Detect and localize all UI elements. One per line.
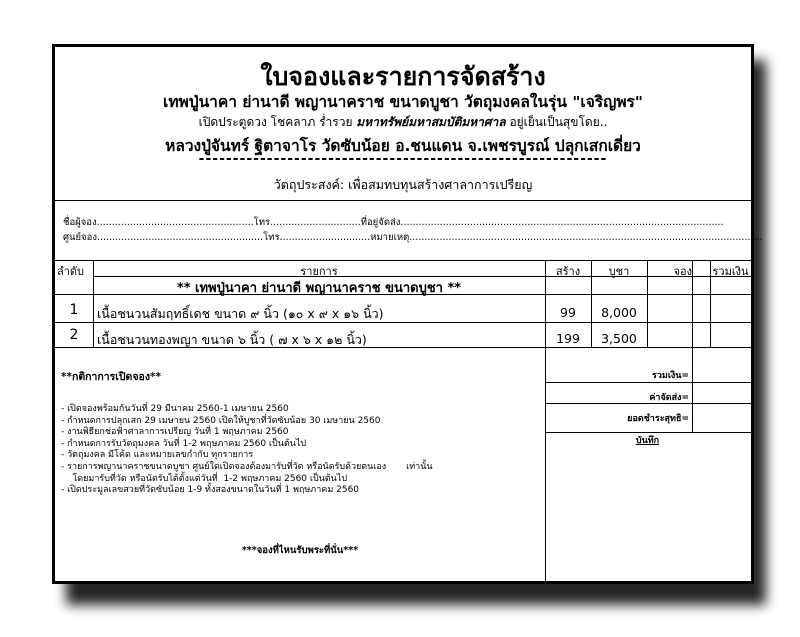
header-no: ลำดับ — [57, 265, 85, 278]
row-2-made: 199 — [556, 331, 580, 346]
form-monk-line: หลวงปู่จันทร์ ฐิตาจาโร วัดซับน้อย อ.ชนแดน จ.เพชรบูรณ์ ปลุกเสกเดี่ยว — [165, 137, 641, 155]
blessing-prefix: เปิดประตูดวง โชคลาภ ร่ำรวย — [198, 115, 357, 129]
blessing-italic: มหาทรัพย์มหาสมบัติมหาศาล — [356, 115, 506, 129]
header-made: สร้าง — [555, 265, 581, 278]
rule-item: - วัตถุมงคล มีโค้ด และหมายเลขกำกับ ทุกรายการ — [61, 450, 254, 461]
row-1-no: 1 — [69, 302, 79, 318]
rule-item: โดยมารับที่วัด หรือนัดรับได้ตั้งแต่วันที่ 1-2 พฤษภาคม 2560 เป็นต้นไป — [61, 473, 348, 484]
form-title: ใบจองและรายการจัดสร้าง — [260, 62, 546, 91]
rules-footer: ***จองที่ไหนรับพระที่นั่น*** — [241, 545, 359, 556]
row-2-no: 2 — [69, 327, 79, 343]
table-line — [545, 382, 751, 383]
blessing-suffix: อยู่เย็นเป็นสุขโดย.. — [505, 115, 608, 129]
row-2-price: 3,500 — [601, 331, 637, 346]
rule-item: - กำหนดการปลุกเสก 29 เมษายน 2560 เปิดให้บูชาที่วัดซับน้อย 30 เมษายน 2560 — [61, 415, 381, 426]
center-field-row: ศูนย์จอง.......................................................โทร..............................หมายเหตุ..................................................................................................................... — [63, 232, 763, 243]
row-1-made: 99 — [560, 305, 576, 320]
row-2-item: เนื้อชนวนทองพญา ขนาด ๖ นิ้ว ( ๗ x ๖ x ๑๒ นิ้ว) — [97, 332, 367, 347]
booker-field-row: ชื่อผู้จอง....................................................โทร..............................ที่อยู่จัดส่ง........................................................................................................... — [63, 217, 724, 228]
summary-shipping: ค่าจัดส่ง= — [649, 393, 689, 403]
rule-item: - รายการพญานาคราชขนาดบูชา ศูนย์ใดเปิดจองต้องมารับที่วัด หรือนัดรับด้วยตนเอง เท่านั้น — [61, 461, 433, 472]
rule-item: - เปิดประมูลเลขสวยที่วัดซับน้อย 1-9 ทั้งสองขนาดในวันที่ 1 พฤษภาคม 2560 — [61, 485, 360, 496]
header-booked: จอง — [673, 265, 692, 278]
summary-total: รวมเงิน= — [652, 371, 689, 381]
form-subtitle: เทพปู่นาคา ย่านาดี พญานาคราช ขนาดบูชา วัตถุมงคลในรุ่น "เจริญพร" — [163, 93, 643, 111]
header-price: บูชา — [608, 265, 630, 278]
rule-item: - กำหนดการรับวัตถุมงคล วันที่ 1-2 พฤษภาคม 2560 เป็นต้นไป — [61, 438, 307, 449]
summary-note: บันทึก — [635, 436, 660, 446]
table-vline — [692, 260, 693, 432]
form-blessing-line — [55, 113, 751, 132]
rules-list — [61, 404, 433, 497]
section-title: ** เทพปู่นาคา ย่านาดี พญานาคราช ขนาดบูชา ** — [176, 281, 462, 296]
rules-title: **กติกาการเปิดจอง** — [61, 371, 161, 383]
rule-item: - งานพิธียกช่อฟ้าศาลาการเปรียญ วันที่ 1 พฤษภาคม 2560 — [61, 427, 289, 438]
rule-item: - เปิดจองพร้อมกันวันที่ 29 มีนาคม 2560-1 เมษายน 2560 — [61, 404, 289, 414]
dash-separator: ------------------------------------------------------------ — [198, 151, 608, 167]
summary-net: ยอดชำระสุทธิ= — [627, 414, 689, 424]
row-1-item: เนื้อชนวนสัมฤทธิ์เดช ขนาด ๙ นิ้ว (๑๐ x ๙ x ๑๖ นิ้ว) — [97, 306, 384, 321]
header-item: รายการ — [300, 265, 338, 278]
form-purpose: วัตถุประสงค์: เพื่อสมทบทุนสร้างศาลาการเปรียญ — [273, 177, 533, 192]
reservation-form — [52, 44, 763, 584]
row-1-price: 8,000 — [601, 305, 637, 320]
divider-top — [55, 200, 751, 201]
header-total: รวมเงิน — [712, 265, 749, 278]
